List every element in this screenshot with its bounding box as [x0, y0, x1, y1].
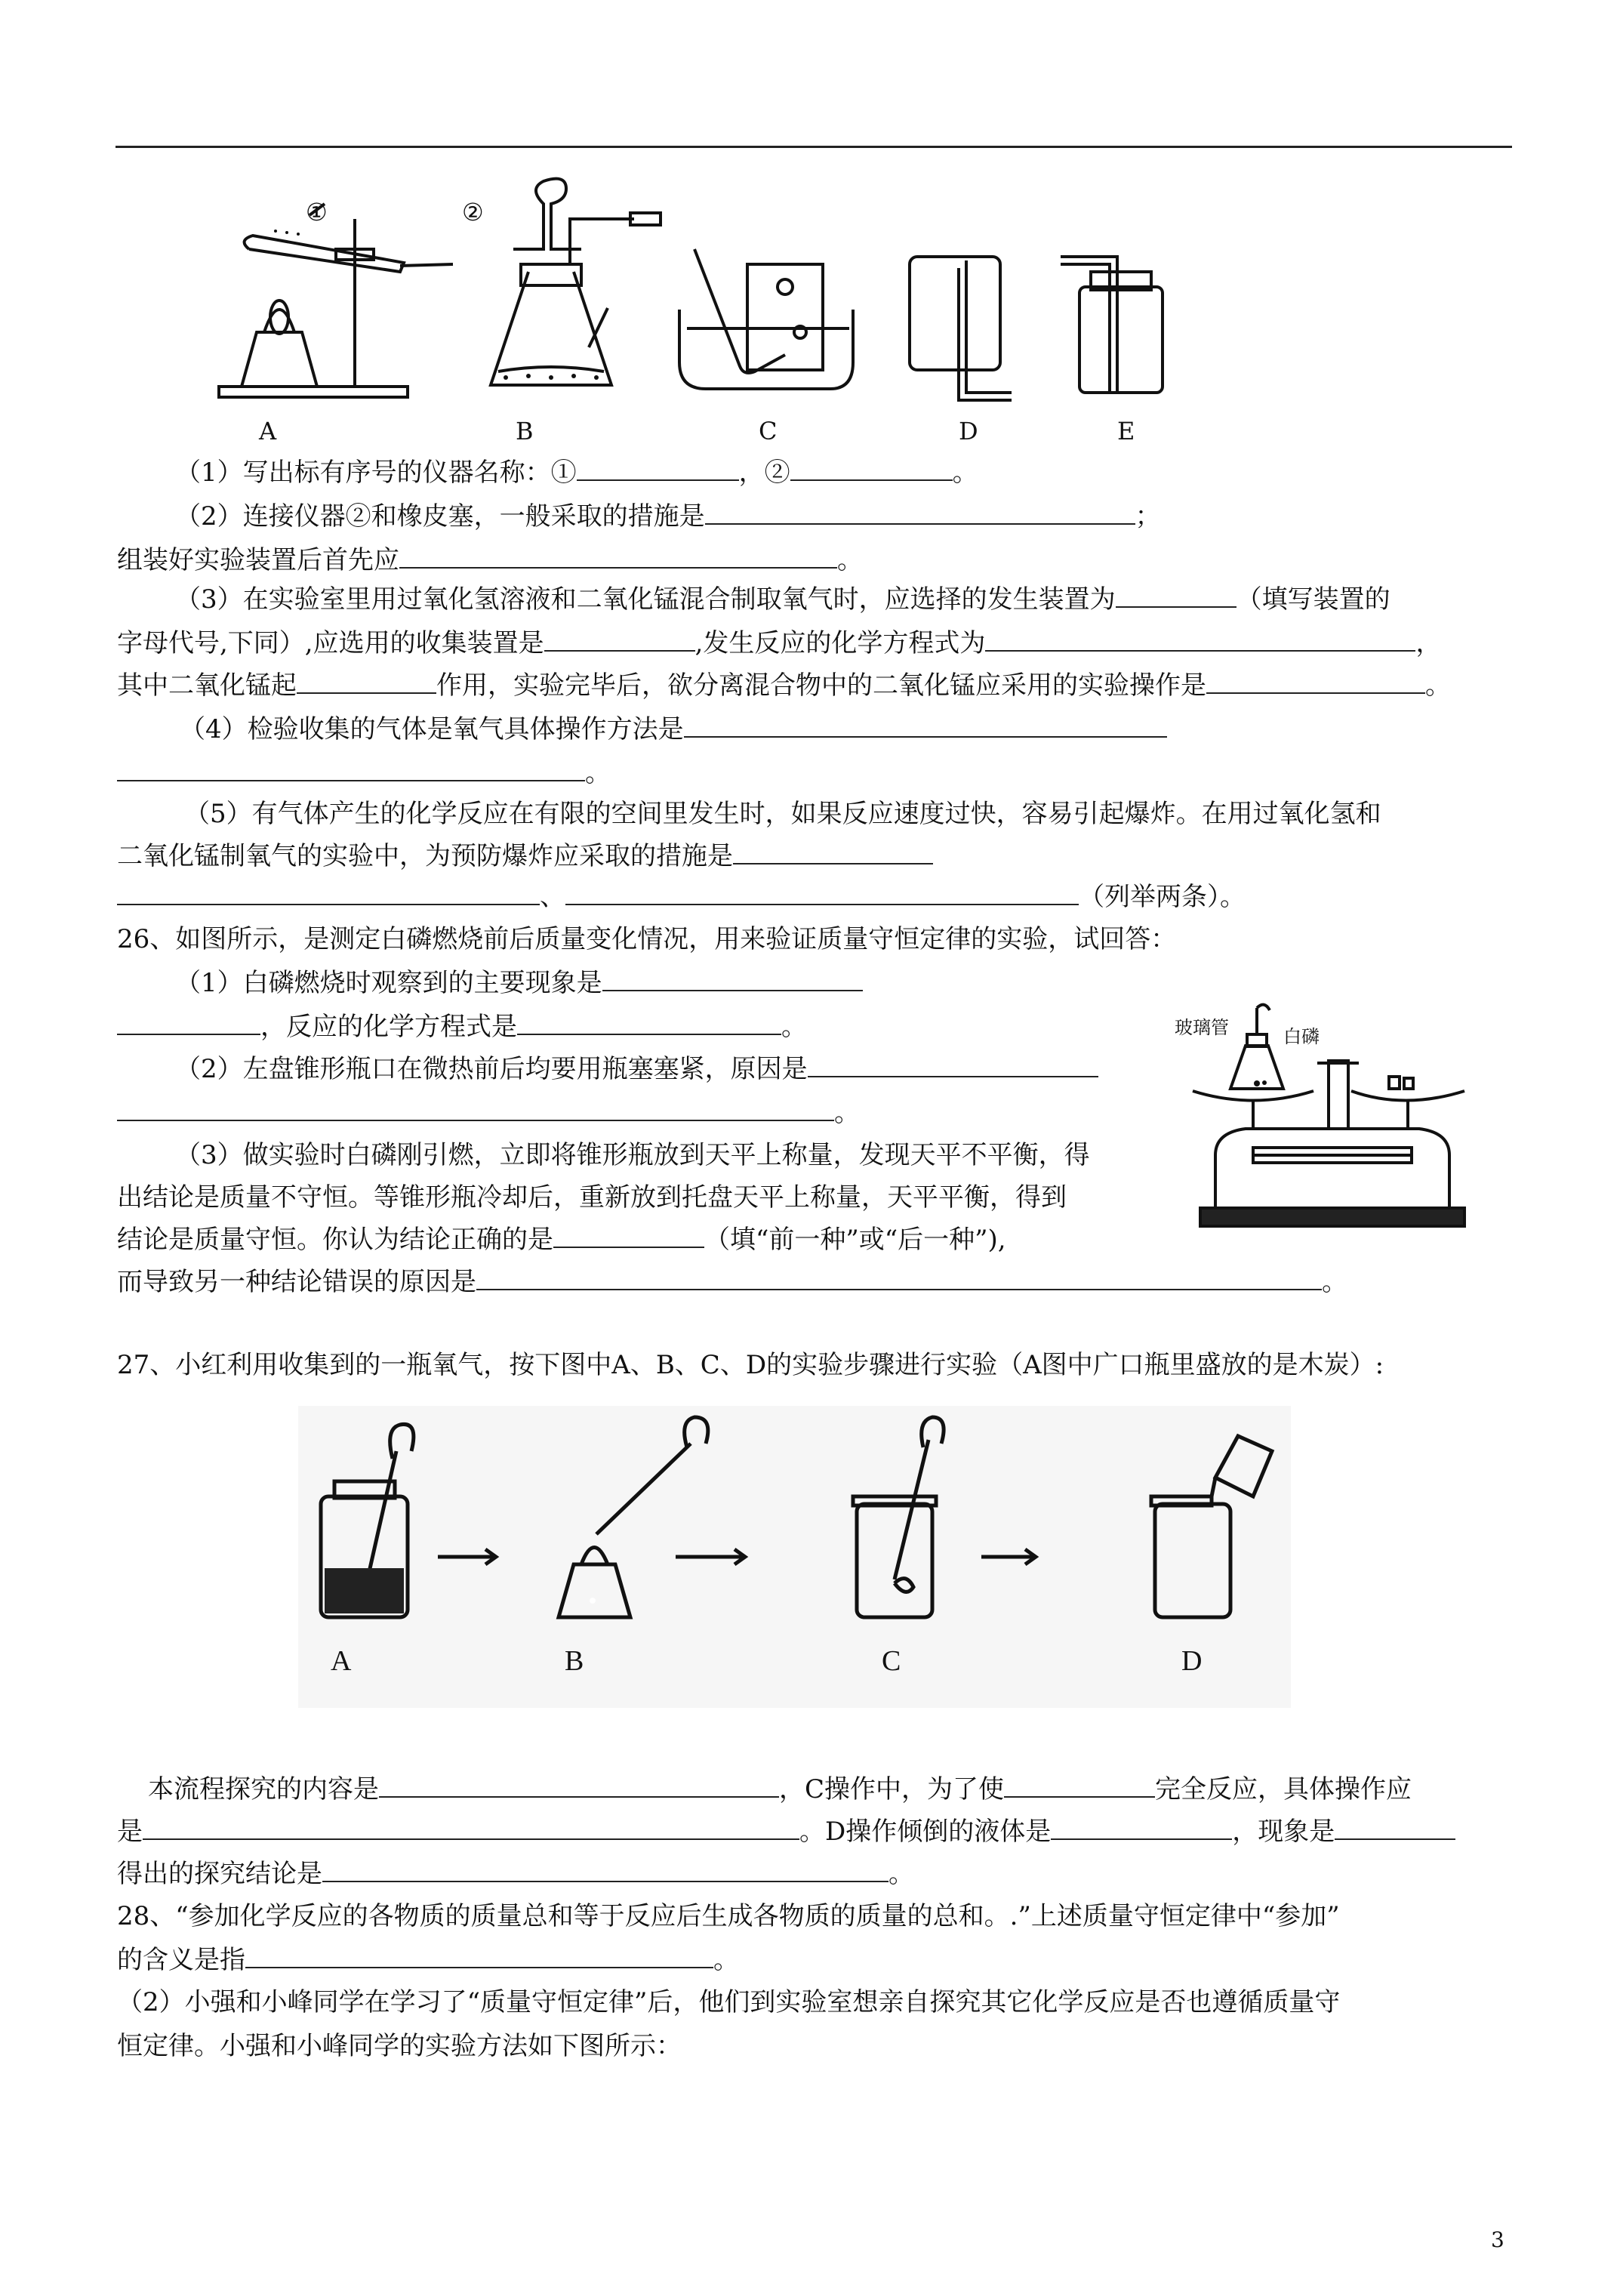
q25-line-6: 其中二氧化锰起 作用，实验完毕后，欲分离混合物中的二氧化锰应采用的实验操作是 。: [117, 670, 1451, 701]
marker-1: ①: [306, 198, 328, 227]
marker-2: ②: [462, 198, 484, 227]
answer-blank-2[interactable]: [790, 457, 953, 481]
answer-blank-26[interactable]: [1335, 1816, 1455, 1840]
q27-label-d: D: [1181, 1645, 1203, 1677]
q26-line-6: 出结论是质量不守恒。等锥形瓶冷却后，重新放到托盘天平上称量，天平平衡，得到: [117, 1182, 1067, 1213]
answer-blank-14[interactable]: [565, 881, 1079, 905]
answer-blank-24[interactable]: [143, 1816, 799, 1840]
q25-line-11: 、 （列举两条）。: [117, 880, 1246, 914]
answer-blank-25[interactable]: [1051, 1816, 1232, 1840]
answer-blank-19[interactable]: [117, 1097, 834, 1121]
answer-blank-10[interactable]: [684, 713, 1167, 738]
answer-blank-21[interactable]: [476, 1266, 1322, 1290]
q26-line-8: 而导致另一种结论错误的原因是 。: [117, 1267, 1347, 1297]
answer-blank-17[interactable]: [517, 1011, 781, 1035]
q26-title: 26、如图所示，是测定白磷燃烧前后质量变化情况，用来验证质量守恒定律的实验，试回答：: [117, 924, 1177, 954]
answer-blank-3[interactable]: [705, 501, 1135, 525]
q25-line-4: （3）在实验室里用过氧化氢溶液和二氧化锰混合制取氧气时，应选择的发生装置为 （填写装置的: [175, 584, 1390, 615]
answer-blank-11[interactable]: [117, 757, 585, 781]
answer-blank-16[interactable]: [117, 1011, 260, 1035]
q27-title: 27、小红利用收集到的一瓶氧气，按下图中A、B、C、D的实验步骤进行实验（A图中广口瓶里盛放的是木炭）:: [117, 1350, 1384, 1380]
apparatus-label-d: D: [959, 417, 978, 445]
answer-blank-22[interactable]: [379, 1774, 779, 1798]
q25-line-2: （2）连接仪器②和橡皮塞，一般采取的措施是 ；: [175, 501, 1161, 532]
q27-line-2: 是 。D操作倾倒的液体是 ，现象是: [117, 1815, 1455, 1848]
answer-blank-18[interactable]: [808, 1053, 1098, 1077]
answer-blank-12[interactable]: [733, 840, 933, 864]
apparatus-label-c: C: [759, 417, 778, 445]
apparatus-label-b: B: [516, 417, 534, 445]
q25-line-8: 。: [117, 757, 611, 790]
q26-line-2: ，反应的化学方程式是 。: [117, 1010, 807, 1043]
q25-line-1: （1）写出标有序号的仪器名称：① ，② 。: [175, 458, 978, 488]
apparatus-label-a: A: [259, 417, 277, 445]
answer-blank-4[interactable]: [399, 544, 837, 569]
q25-line-9: （5）有气体产生的化学反应在有限的空间里发生时，如果反应速度过快，容易引起爆炸。在用过氧化氢和: [184, 799, 1381, 829]
q28-line-3: （2）小强和小峰同学在学习了“质量守恒定律”后，他们到实验室想亲自探究其它化学反应是否也遵循质量守: [117, 1987, 1341, 2017]
q25-line-3: 组装好实验装置后首先应 。: [117, 545, 863, 575]
answer-blank-20[interactable]: [553, 1224, 704, 1248]
charcoal-experiment-figure: [298, 1406, 1291, 1708]
q27-label-b: B: [565, 1645, 584, 1677]
apparatus-label-e: E: [1117, 417, 1135, 445]
balance-label-white-phosphorus: 白磷: [1283, 1026, 1320, 1047]
q26-line-1: （1）白磷燃烧时观察到的主要现象是: [175, 966, 863, 1000]
answer-blank-5[interactable]: [1116, 584, 1236, 608]
answer-blank-23[interactable]: [1004, 1774, 1155, 1798]
q26-line-7: 结论是质量守恒。你认为结论正确的是 （填“前一种”或“后一种”),: [117, 1225, 1006, 1255]
q26-line-4: 。: [117, 1096, 860, 1130]
q26-line-5: （3）做实验时白磷刚引燃，立即将锥形瓶放到天平上称量，发现天平不平衡，得: [175, 1140, 1090, 1170]
q25-line-10: 二氧化锰制氧气的实验中，为预防爆炸应采取的措施是: [117, 840, 933, 873]
q25-line-7: （4）检验收集的气体是氧气具体操作方法是: [180, 713, 1167, 746]
page-number: 3: [1491, 2227, 1504, 2252]
header-rule: [115, 146, 1512, 148]
apparatus-figure: [211, 174, 1208, 415]
q27-label-c: C: [882, 1645, 901, 1677]
q28-line-1: 28、“参加化学反应的各物质的质量总和等于反应后生成各物质的质量的总和。.”上述质量守恒定律中“参加”: [117, 1901, 1340, 1931]
balance-label-glass-tube: 玻璃管: [1175, 1017, 1229, 1038]
q27-line-3: 得出的探究结论是 。: [117, 1859, 914, 1889]
q27-line-1: 本流程探究的内容是 ，C操作中，为了使 完全反应，具体操作应: [148, 1774, 1412, 1804]
answer-blank-8[interactable]: [297, 670, 436, 694]
answer-blank-15[interactable]: [602, 967, 863, 991]
answer-blank-27[interactable]: [322, 1858, 888, 1882]
q28-line-4: 恒定律。小强和小峰同学的实验方法如下图所示：: [117, 2031, 682, 2061]
answer-blank-1[interactable]: [577, 457, 739, 481]
answer-blank-13[interactable]: [117, 881, 540, 905]
q25-line-5: 字母代号,下同）,应选用的收集装置是 ,发生反应的化学方程式为 ，: [117, 628, 1442, 658]
q27-label-a: A: [331, 1645, 352, 1677]
answer-blank-9[interactable]: [1206, 670, 1425, 694]
q26-line-3: （2）左盘锥形瓶口在微热前后均要用瓶塞塞紧，原因是: [175, 1052, 1098, 1086]
answer-blank-6[interactable]: [544, 627, 695, 652]
answer-blank-28[interactable]: [245, 1944, 713, 1968]
q28-line-2: 的含义是指 。: [117, 1945, 739, 1975]
answer-blank-7[interactable]: [985, 627, 1415, 652]
